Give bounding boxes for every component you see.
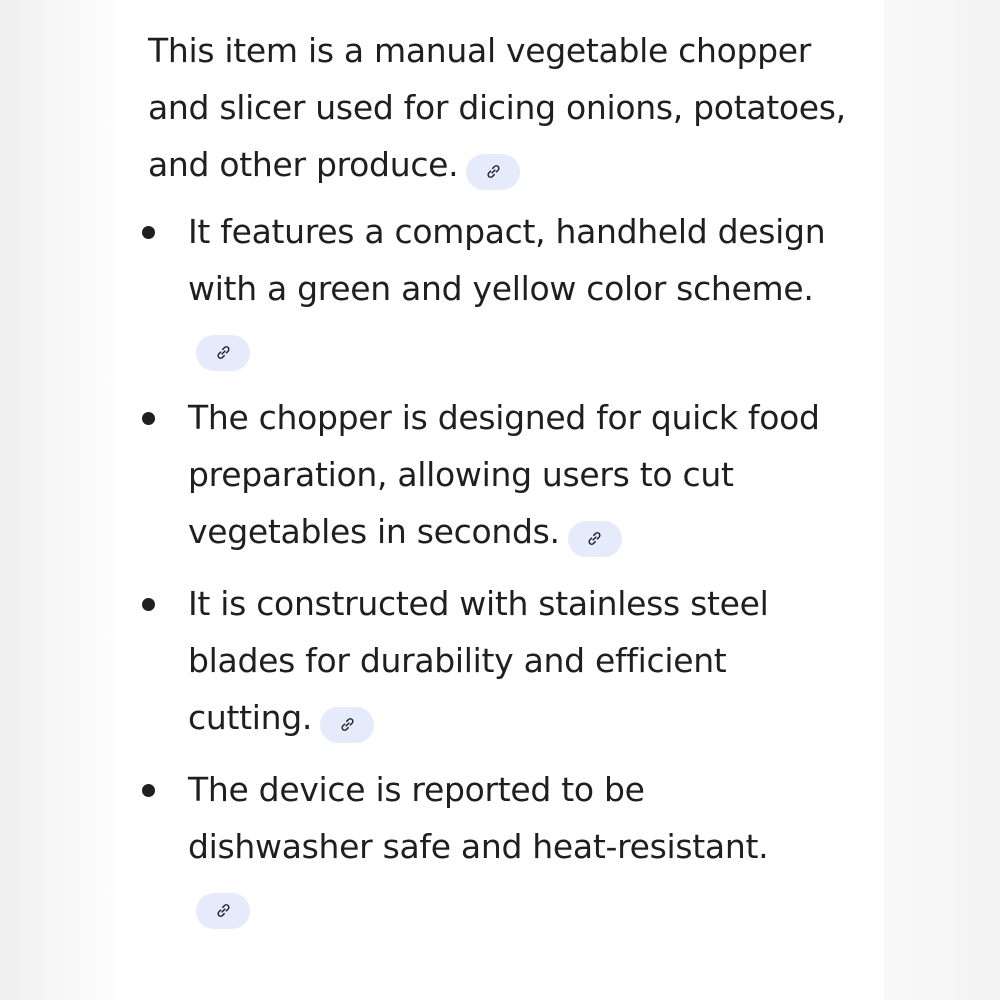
list-item xyxy=(148,761,828,932)
response-content xyxy=(148,22,868,947)
link-icon xyxy=(215,344,232,361)
link-icon xyxy=(586,530,603,547)
citation-chip[interactable] xyxy=(196,335,250,371)
citation-chip[interactable] xyxy=(320,707,374,743)
bullet-dot xyxy=(142,412,155,425)
link-icon xyxy=(215,902,232,919)
link-icon xyxy=(339,716,356,733)
bullet-text: The chopper is designed for quick food preparation, allowing users to cut vegetables in seconds. xyxy=(188,398,820,551)
link-icon xyxy=(485,163,502,180)
bullet-text: The device is reported to be dishwasher safe and heat-resistant. xyxy=(188,770,769,866)
bullet-dot xyxy=(142,226,155,239)
list-item xyxy=(148,389,828,560)
citation-chip[interactable] xyxy=(466,154,520,190)
citation-chip[interactable] xyxy=(568,521,622,557)
list-item xyxy=(148,203,828,374)
intro-text: This item is a manual vegetable chopper and slicer used for dicing onions, potatoes, and other produce. xyxy=(148,31,846,184)
intro-paragraph xyxy=(148,22,860,193)
citation-chip[interactable] xyxy=(196,893,250,929)
bullet-dot xyxy=(142,784,155,797)
bullet-text: It features a compact, handheld design with a green and yellow color scheme. xyxy=(188,212,826,308)
list-item xyxy=(148,575,828,746)
bullet-text: It is constructed with stainless steel blades for durability and efficient cutting. xyxy=(188,584,769,737)
bullet-list xyxy=(148,203,868,932)
bullet-dot xyxy=(142,598,155,611)
